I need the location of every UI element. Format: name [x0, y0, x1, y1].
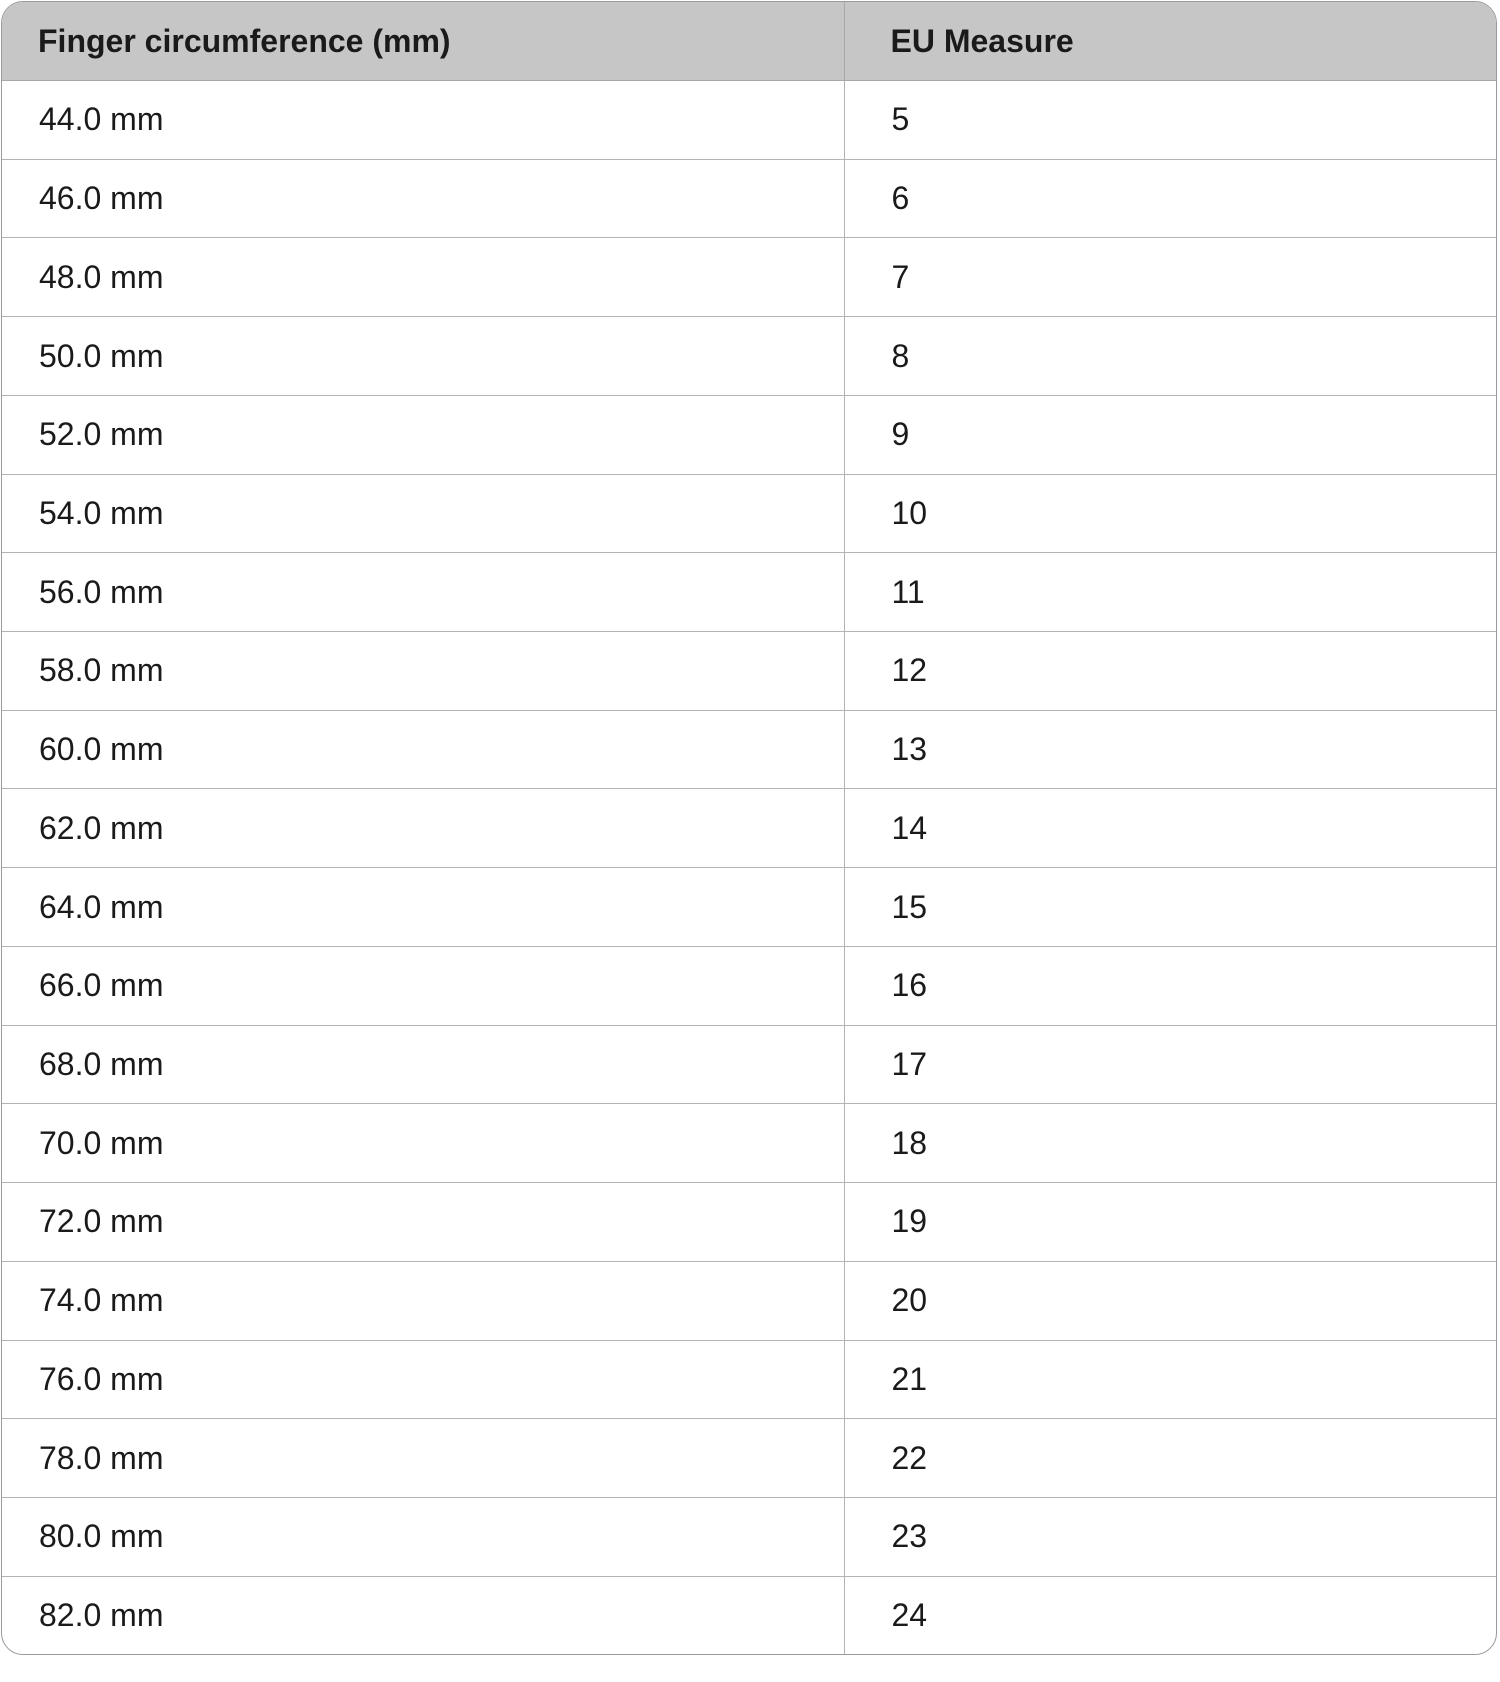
- cell-eu-measure: 13: [844, 710, 1496, 789]
- table-row: [2, 868, 1496, 947]
- cell-finger-circumference: 58.0 mm: [2, 632, 844, 711]
- table-row: [2, 553, 1496, 632]
- cell-eu-measure: 8: [844, 317, 1496, 396]
- table-header: [2, 2, 1496, 81]
- table-row: [2, 238, 1496, 317]
- table-row: [2, 317, 1496, 396]
- table-row: [2, 1261, 1496, 1340]
- table-row: [2, 1104, 1496, 1183]
- cell-eu-measure: 10: [844, 474, 1496, 553]
- cell-finger-circumference: 72.0 mm: [2, 1183, 844, 1262]
- ring-size-table-container: [1, 1, 1497, 1655]
- table-row: [2, 1183, 1496, 1262]
- cell-eu-measure: 20: [844, 1261, 1496, 1340]
- header-eu-measure: EU Measure: [844, 2, 1496, 81]
- cell-eu-measure: 9: [844, 395, 1496, 474]
- cell-finger-circumference: 82.0 mm: [2, 1576, 844, 1654]
- cell-finger-circumference: 54.0 mm: [2, 474, 844, 553]
- cell-finger-circumference: 70.0 mm: [2, 1104, 844, 1183]
- cell-finger-circumference: 46.0 mm: [2, 159, 844, 238]
- table-row: [2, 81, 1496, 160]
- table-row: [2, 1497, 1496, 1576]
- cell-eu-measure: 7: [844, 238, 1496, 317]
- cell-finger-circumference: 56.0 mm: [2, 553, 844, 632]
- table-row: [2, 1025, 1496, 1104]
- cell-finger-circumference: 44.0 mm: [39, 101, 164, 138]
- table-row: [2, 710, 1496, 789]
- cell-eu-measure: 6: [844, 159, 1496, 238]
- cell-finger-circumference: 48.0 mm: [2, 238, 844, 317]
- cell-finger-circumference: 78.0 mm: [2, 1419, 844, 1498]
- cell-finger-circumference: 60.0 mm: [2, 710, 844, 789]
- table-row: [2, 395, 1496, 474]
- cell-finger-circumference: 64.0 mm: [2, 868, 844, 947]
- cell-eu-measure: 21: [844, 1340, 1496, 1419]
- cell-eu-measure: 24: [844, 1576, 1496, 1654]
- table-row: [2, 632, 1496, 711]
- cell-eu-measure: 5: [844, 81, 1496, 160]
- cell-eu-measure: 19: [844, 1183, 1496, 1262]
- cell-finger-circumference: 66.0 mm: [2, 946, 844, 1025]
- cell-eu-measure: 23: [844, 1497, 1496, 1576]
- cell-eu-measure: 16: [844, 946, 1496, 1025]
- table-row: [2, 789, 1496, 868]
- cell-eu-measure: 15: [844, 868, 1496, 947]
- table-row: [2, 1340, 1496, 1419]
- cell-eu-measure: 12: [844, 632, 1496, 711]
- cell-eu-measure: 18: [844, 1104, 1496, 1183]
- cell-finger-circumference: 50.0 mm: [2, 317, 844, 396]
- cell-finger-circumference: 68.0 mm: [2, 1025, 844, 1104]
- table-row: [2, 1419, 1496, 1498]
- cell-eu-measure: 14: [844, 789, 1496, 868]
- header-finger-circumference: Finger circumference (mm): [2, 2, 844, 81]
- cell-finger-circumference: 74.0 mm: [2, 1261, 844, 1340]
- cell-finger-circumference: 80.0 mm: [2, 1497, 844, 1576]
- table-row: [2, 474, 1496, 553]
- table-row: [2, 159, 1496, 238]
- cell-eu-measure: 11: [844, 553, 1496, 632]
- ring-size-table: [2, 2, 1496, 1654]
- cell-eu-measure: 17: [844, 1025, 1496, 1104]
- cell-finger-circumference: 52.0 mm: [2, 395, 844, 474]
- table-row: [2, 1576, 1496, 1654]
- cell-eu-measure: 22: [844, 1419, 1496, 1498]
- table-body: [2, 81, 1496, 1655]
- cell-finger-circumference: 62.0 mm: [2, 789, 844, 868]
- table-row: [2, 946, 1496, 1025]
- header-row: [2, 2, 1496, 81]
- cell-finger-circumference: 76.0 mm: [2, 1340, 844, 1419]
